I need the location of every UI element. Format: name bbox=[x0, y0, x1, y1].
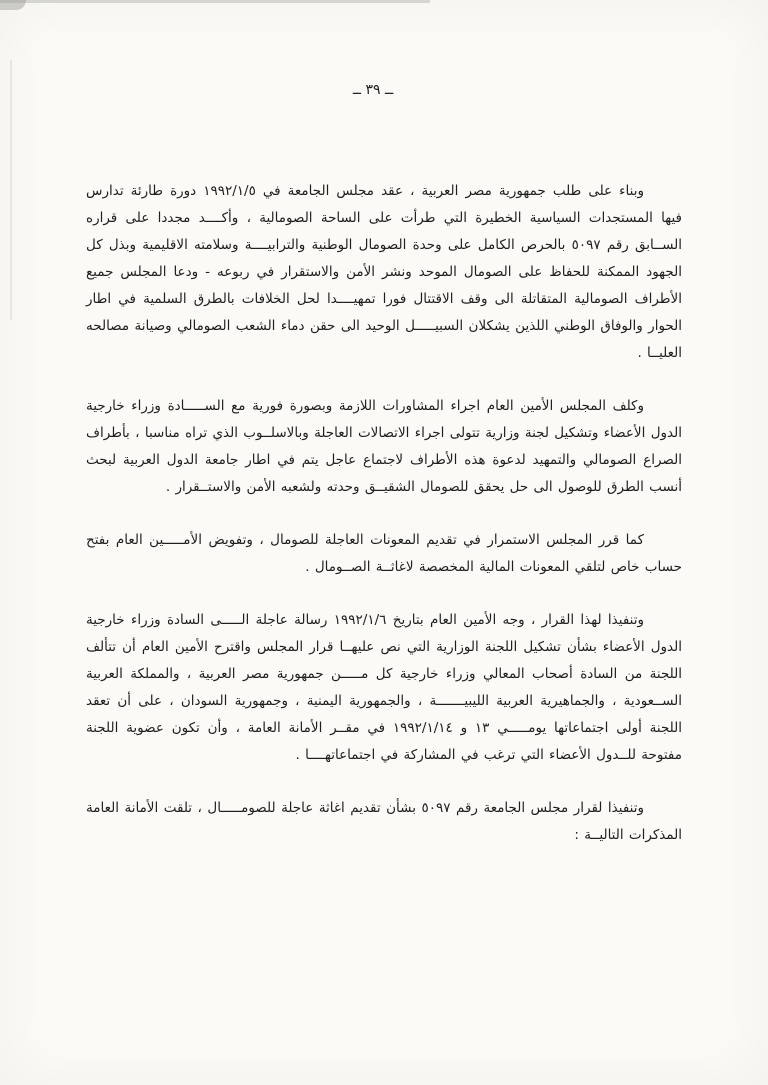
paragraph-committee-formation: وتنفيذا لهذا القرار ، وجه الأمين العام بتاريخ ١٩٩٢/١/٦ رسالة عاجلة الـــــى السادة وزراء خارجية الدول الأعضاء بشأن تشكيل اللجنة الوزارية التي نص عليهــا قرار المجلس واقترح الأمين العام أن تتألف اللجنة من السادة أصحاب المعالي وزراء خارجية كل مـــــن جمهورية مصر العربية ، والمملكة العربية الســعودية ، والجماهيرية العربية الليبيـــــــة ، والجمهورية اليمنية ، وجمهورية السودان ، على أن تعقد اللجنة أولى اجتماعاتها يومـــــي ١٣ و ١٩٩٢/١/١٤ في مقــر الأمانة العامة ، وأن تكون عضوية اللجنة مفتوحة للــدول الأعضاء التي ترغب في المشاركة في اجتماعاتهــــا . bbox=[86, 612, 682, 763]
paragraph-aid-continuation: كما قرر المجلس الاستمرار في تقديم المعونات العاجلة للصومال ، وتفويض الأمـــــين العام بفتح حساب خاص لتلقي المعونات المالية المخصصة لاغاثــة الصــومال . bbox=[86, 532, 682, 575]
document-body bbox=[86, 178, 682, 849]
paragraph-memoranda-intro: وتنفيذا لقرار مجلس الجامعة رقم ٥٠٩٧ بشأن تقديم اغاثة عاجلة للصومـــــال ، تلقت الأمانة العامة المذكرات التاليــة : bbox=[86, 800, 682, 843]
page-number: ــ ٣٩ ــ bbox=[352, 82, 394, 98]
paragraph-secretary-general-mandate: وكلف المجلس الأمين العام اجراء المشاورات اللازمة وبصورة فورية مع الســـــادة وزراء خارجية الدول الأعضاء وتشكيل لجنة وزارية تتولى اجراء الاتصالات العاجلة وبالاسلــوب الذي تراه مناسبا ، بأطراف الصراع الصومالي والتمهيد لدعوة هذه الأطراف لاجتماع عاجل يتم في اطار جامعة الدول العربية لبحث أنسب الطرق للوصول الى حل يحقق للصومال الشقيــق وحدته ولشعبه الأمن والاستــقرار . bbox=[86, 398, 682, 495]
scan-artifact-top-edge bbox=[0, 0, 430, 3]
paragraph-council-session: وبناء على طلب جمهورية مصر العربية ، عقد مجلس الجامعة في ١٩٩٢/١/٥ دورة طارئة تدارس فيها المستجدات السياسية الخطيرة التي طرأت على الساحة الصومالية ، وأكــــد مجددا على قراره الســابق رقم ٥٠٩٧ بالحرص الكامل على وحدة الصومال الوطنية والترابيــــة وسلامته الاقليمية وبذل كل الجهود الممكنة للحفاظ على الصومال الموحد ونشر الأمن والاستقرار في ربوعه - ودعا المجلس جميع الأطراف الصومالية المتقاتلة الى وقف الاقتتال فورا تمهيــــدا لحل الخلافات بالطرق السلمية في اطار الحوار والوفاق الوطني اللذين يشكلان السبيـــــل الوحيد الى حقن دماء الشعب الصومالي وصيانة مصالحه العليــا . bbox=[86, 183, 682, 361]
scan-artifact-corner-smudge bbox=[0, 0, 26, 10]
scan-artifact-left-edge bbox=[10, 60, 12, 320]
